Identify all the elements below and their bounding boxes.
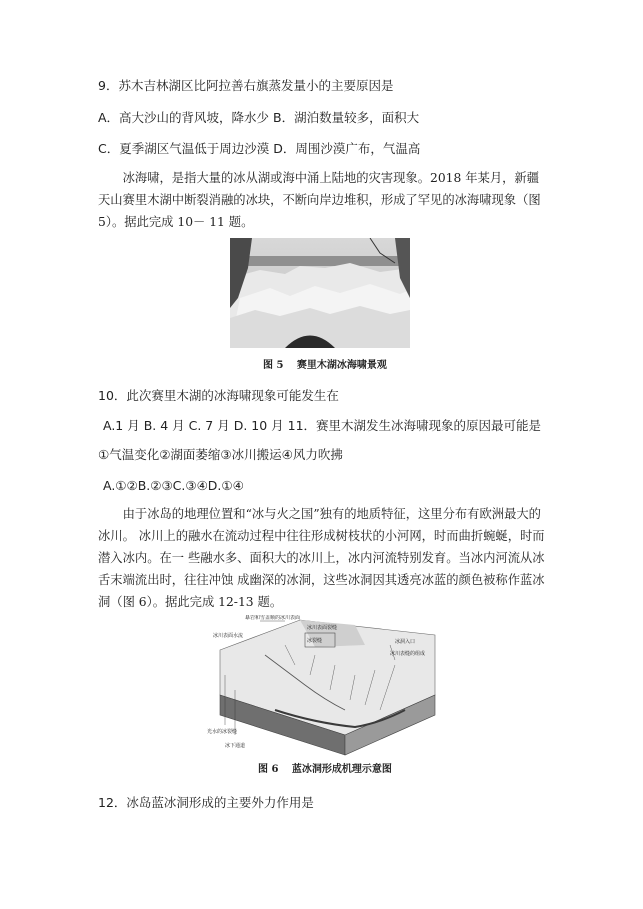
figure5-photo [230, 238, 410, 348]
label-inlet: 冰洞入口 [395, 639, 416, 645]
q11-options: A.①②B.②③C.③④D.①④ [103, 478, 244, 493]
blue-ice-cave-diagram [205, 615, 445, 760]
label-rock: 光水的冰裂缝 [207, 729, 238, 735]
q10-stem: 10．此次赛里木湖的冰海啸现象可能发生在 [98, 388, 339, 403]
passage-ice-tsunami: 冰海啸，是指大量的冰从湖或海中涌上陆地的灾害现象。2018 年某月，新疆天山赛里木湖中断裂消融的冰块，不断向岸边堆积，形成了罕见的冰海啸现象（图 5）。据此完成 10－ 11 题。 [98, 171, 541, 229]
label-crevasse-box: 冰川表面裂缝 [307, 625, 338, 631]
passage-blue-ice-cave: 由于冰岛的地理位置和“冰与火之国”独有的地质特征，这里分布有欧洲最大的冰川。 冰川上的融水在流动过程中往往形成树枝状的小河网，时而曲折蜿蜒，时而潜入冰内。在一 些融水多、面积大的冰川上，冰内河流特别发育。当冰内河流从冰舌末端流出时，往往冲蚀 成幽深的冰洞，这些冰洞因其透亮冰蓝的颜色被称作蓝冰洞（图 6）。据此完成 12-13 题。 [98, 507, 545, 609]
label-moulin: 冰川表缝的组成 [390, 651, 426, 657]
label-ice-hole: 冰裂缝 [307, 638, 323, 644]
q12-stem: 12．冰岛蓝冰洞形成的主要外力作用是 [98, 795, 314, 810]
q10-options-and-q11-stem: A.1 月 B. 4 月 C. 7 月 D. 10 月 11．赛里木湖发生冰海啸现象的原因最可能是 [103, 418, 542, 433]
figure6-caption: 图 6 蓝冰洞形成机理示意图 [258, 764, 392, 775]
figure6-diagram [205, 615, 445, 760]
q9-options-ab: A．高大沙山的背风坡，降水少 B．湖泊数量较多，面积大 [98, 110, 420, 125]
figure5-caption: 图 5 赛里木湖冰海啸景观 [263, 360, 387, 371]
label-surface-water: 冰川表面水流 [213, 633, 244, 639]
q9-stem: 9．苏木吉林湖区比阿拉善右旗蒸发量小的主要原因是 [98, 78, 394, 93]
q11-items: ①气温变化②湖面萎缩③冰川搬运④风力吹拂 [98, 447, 343, 462]
ice-tsunami-photo [230, 238, 410, 348]
q9-options-cd: C．夏季湖区气温低于周边沙漠 D．周围沙漠广布，气温高 [98, 141, 421, 156]
label-top-surface: 暴岩和雪盖顺的冰川表面 [245, 615, 301, 621]
label-channel: 冰下通道 [225, 743, 246, 749]
